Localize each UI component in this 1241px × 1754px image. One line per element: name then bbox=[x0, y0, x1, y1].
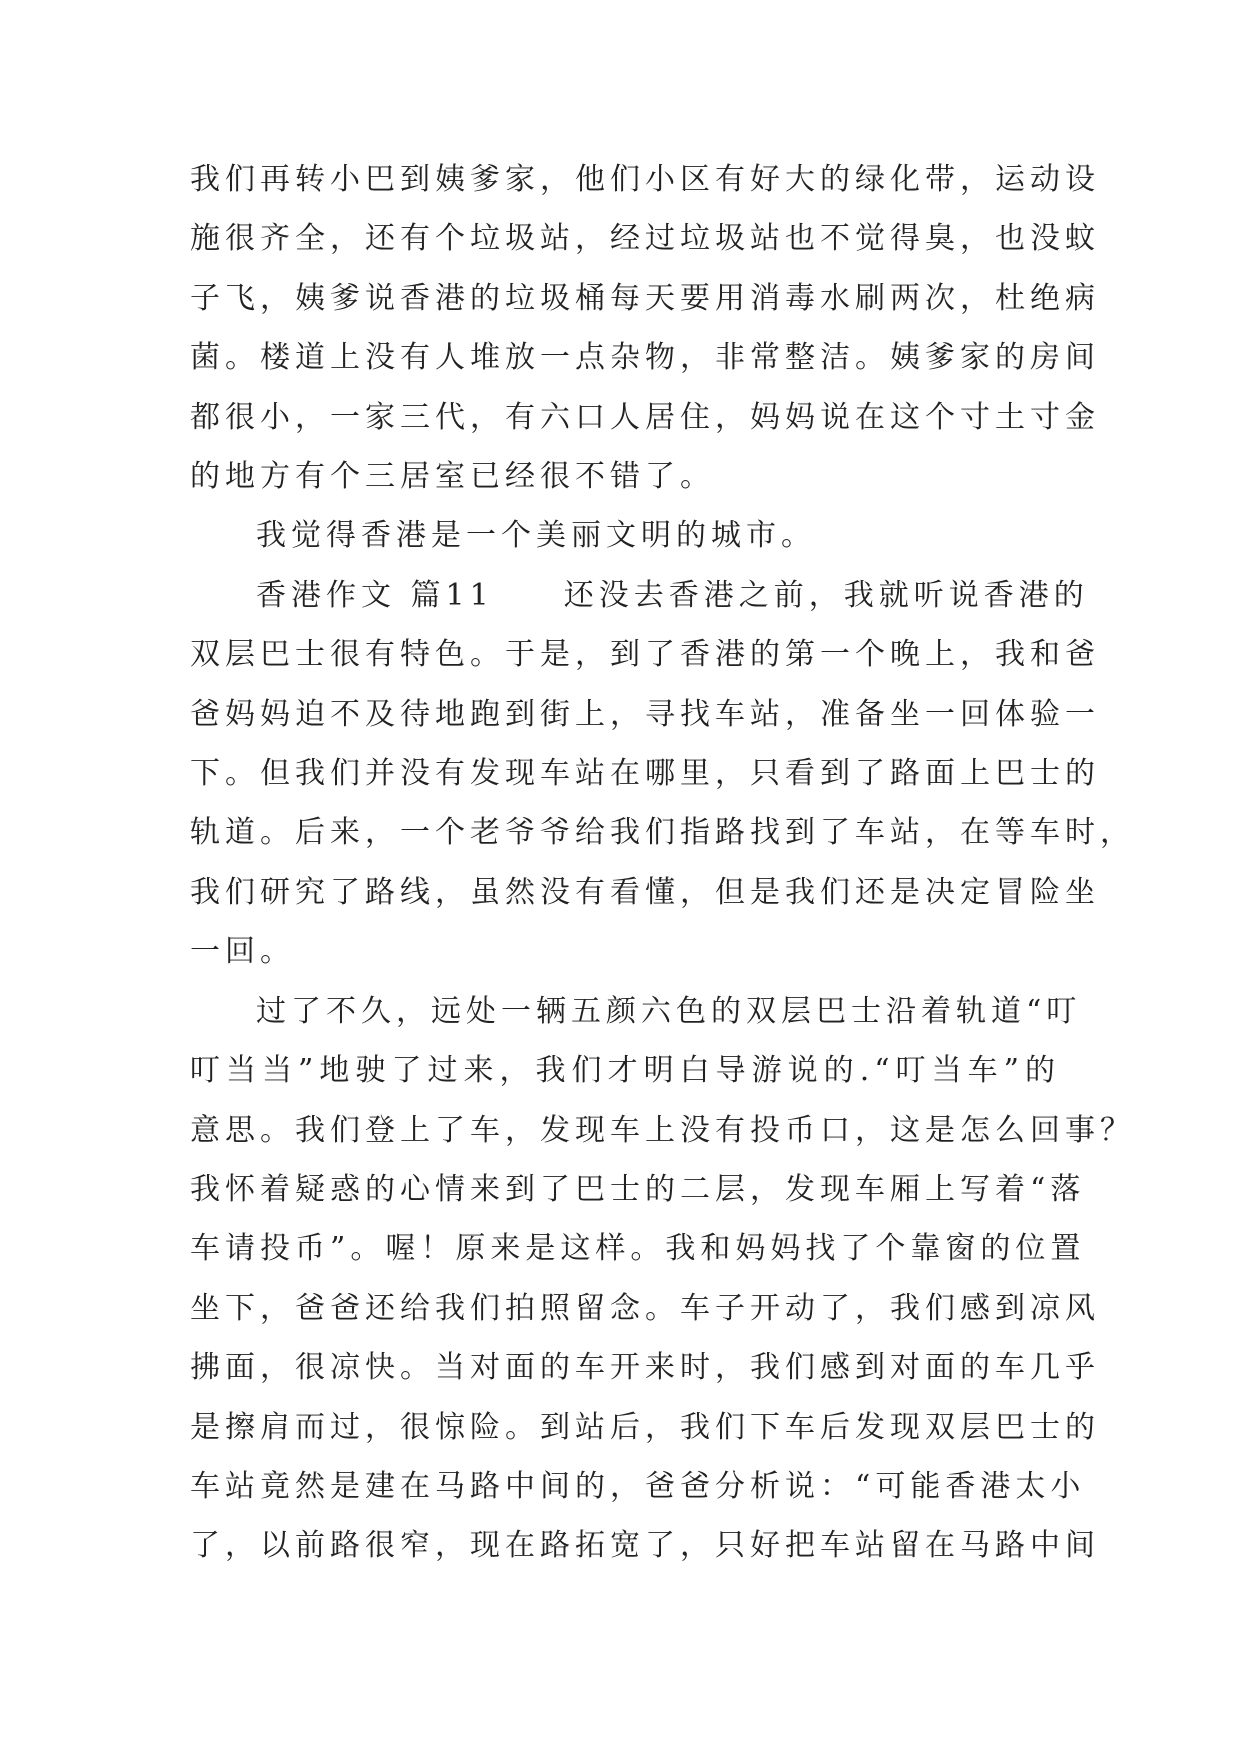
text-line: 了，以前路很窄，现在路拓宽了，只好把车站留在马路中间 bbox=[190, 1528, 1100, 1564]
text-line: 下。但我们并没有发现车站在哪里，只看到了路面上巴士的 bbox=[190, 756, 1100, 792]
text-line: 都很小，一家三代，有六口人居住，妈妈说在这个寸土寸金 bbox=[190, 399, 1100, 435]
text-line: 轨道。后来，一个老爷爷给我们指路找到了车站，在等车时， bbox=[190, 815, 1135, 851]
text-line: 我们再转小巴到姨爹家，他们小区有好大的绿化带，运动设 bbox=[190, 162, 1100, 197]
text-line: 拂面，很凉快。当对面的车开来时，我们感到对面的车几乎 bbox=[190, 1350, 1100, 1386]
text-line: 香港作文 篇11 还没去香港之前，我就听说香港的 bbox=[256, 577, 1089, 613]
text-line: 过了不久，远处一辆五颜六色的双层巴士沿着轨道“叮 bbox=[256, 993, 1082, 1029]
text-line: 叮当当”地驶了过来，我们才明白导游说的.“叮当车”的 bbox=[190, 1053, 1060, 1089]
text-line: 我觉得香港是一个美丽文明的城市。 bbox=[256, 518, 816, 554]
document-page bbox=[190, 150, 1135, 1576]
paragraph-3 bbox=[190, 566, 1135, 982]
text-line: 车站竟然是建在马路中间的，爸爸分析说：“可能香港太小 bbox=[190, 1468, 1086, 1504]
text-line: 坐下，爸爸还给我们拍照留念。车子开动了，我们感到凉风 bbox=[190, 1290, 1100, 1326]
paragraph-4 bbox=[190, 982, 1135, 1576]
text-line: 爸妈妈迫不及待地跑到街上，寻找车站，准备坐一回体验一 bbox=[190, 696, 1100, 732]
paragraph-1 bbox=[190, 150, 1100, 506]
text-line: 我怀着疑惑的心情来到了巴士的二层，发现车厢上写着“落 bbox=[190, 1171, 1086, 1207]
text-line: 施很齐全，还有个垃圾站，经过垃圾站也不觉得臭，也没蚊 bbox=[190, 221, 1100, 257]
text-line: 菌。楼道上没有人堆放一点杂物，非常整洁。姨爹家的房间 bbox=[190, 340, 1100, 376]
text-line: 双层巴士很有特色。于是，到了香港的第一个晚上，我和爸 bbox=[190, 637, 1100, 673]
text-line: 一回。 bbox=[190, 934, 295, 970]
text-line: 的地方有个三居室已经很不错了。 bbox=[190, 459, 715, 495]
text-line: 意思。我们登上了车，发现车上没有投币口，这是怎么回事？ bbox=[190, 1112, 1135, 1148]
text-line: 是擦肩而过，很惊险。到站后，我们下车后发现双层巴士的 bbox=[190, 1409, 1100, 1445]
text-line: 车请投币”。喔！原来是这样。我和妈妈找了个靠窗的位置 bbox=[190, 1231, 1086, 1267]
paragraph-2 bbox=[190, 506, 1060, 565]
text-line: 子飞，姨爹说香港的垃圾桶每天要用消毒水刷两次，杜绝病 bbox=[190, 280, 1100, 316]
text-line: 我们研究了路线，虽然没有看懂，但是我们还是决定冒险坐 bbox=[190, 874, 1100, 910]
